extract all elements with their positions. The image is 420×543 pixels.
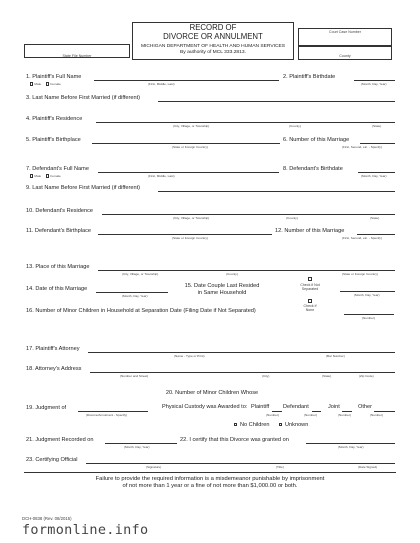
address-state-sub: (State) <box>322 374 332 378</box>
defendant-birthdate-field[interactable] <box>358 172 395 173</box>
address-street-sub: (Number and Street) <box>120 374 149 378</box>
none-checkbox[interactable] <box>308 299 312 303</box>
attorney-label: 17. Plaintiff's Attorney <box>26 346 80 352</box>
marriage-date-field[interactable] <box>96 292 168 293</box>
defendant-birthplace-sub: (State or Foreign Country) <box>172 236 208 240</box>
defendant-residence-state-sub: (State) <box>370 216 380 220</box>
defendant-sex: Male Female <box>30 174 61 178</box>
unknown-label: Unknown <box>285 422 309 428</box>
date-signed-sub: (Date Signed) <box>358 465 378 469</box>
department-name: MICHIGAN DEPARTMENT OF HEALTH AND HUMAN SERVICES <box>140 44 286 49</box>
defendant-birthplace-field[interactable] <box>98 234 272 235</box>
form-title <box>132 24 294 41</box>
judgment-recorded-sub: (Month, Day, Year) <box>124 445 150 449</box>
defendant-residence-label: 10. Defendant's Residence <box>26 208 93 214</box>
plaintiff-birthplace-sub: (State or Foreign Country) <box>172 145 208 149</box>
plaintiff-birthdate-sub: (Month, Day, Year) <box>361 82 387 86</box>
last-resided-sub: (Month, Day, Year) <box>354 293 380 297</box>
last-resided-field[interactable] <box>340 291 395 292</box>
footer-warning: Failure to provide the required information is a misdemeanor punishable by imprisonment of not more than 1 year or a fine of not more than $1,000.00 or both. <box>95 476 325 489</box>
defendant-name-label: 7. Defendant's Full Name <box>26 166 89 172</box>
custody-other-sub: (Number) <box>370 413 384 417</box>
watermark: formonline.info <box>22 522 149 538</box>
defendant-marriage-number-sub: (First, Second, etc. - Specify) <box>342 236 382 240</box>
not-separated-label: Check if Not Separated <box>300 283 320 291</box>
certify-date-sub: (Month, Day, Year) <box>338 445 364 449</box>
authority-text: By authority of MCL 333.2813. <box>180 50 246 55</box>
defendant-birthdate-label: 8. Defendant's Birthdate <box>283 166 343 172</box>
plaintiff-residence-field[interactable] <box>96 122 395 123</box>
form-code: DCH-0838 (Rev. 08/2015) <box>22 516 72 521</box>
judgment-sub: (Divorce/Annulment - Specify) <box>86 413 128 417</box>
last-resided-line1: 15. Date Couple Last Resided <box>184 283 260 289</box>
defendant-birthdate-sub: (Month, Day, Year) <box>361 174 387 178</box>
custody-plaintiff-field[interactable] <box>272 411 282 412</box>
defendant-female-checkbox[interactable] <box>46 174 49 177</box>
marriage-date-label: 14. Date of this Marriage <box>26 286 88 292</box>
plaintiff-marriage-number-field[interactable] <box>360 143 395 144</box>
plaintiff-residence-county-sub: (County) <box>289 124 301 128</box>
custody-defendant-field[interactable] <box>312 411 321 412</box>
custody-joint-sub: (Number) <box>338 413 352 417</box>
custody-defendant: Defendant <box>283 404 309 410</box>
judgment-recorded-label: 21. Judgment Recorded on <box>26 437 94 443</box>
plaintiff-marriage-number-label: 6. Number of this Marriage <box>283 137 350 143</box>
custody-plaintiff-sub: (Number) <box>266 413 280 417</box>
plaintiff-male-checkbox[interactable] <box>30 82 33 85</box>
minor-children-sub: (Number) <box>362 316 376 320</box>
plaintiff-birthplace-label: 5. Plaintiff's Birthplace <box>26 137 81 143</box>
signature-sub: (Signature) <box>146 465 162 469</box>
custody-label: 20. Number of Minor Children Whose <box>165 390 259 396</box>
marriage-place-field[interactable] <box>98 270 395 271</box>
attorney-address-label: 18. Attorney's Address <box>26 366 82 372</box>
form-title-line2: DIVORCE OR ANNULMENT <box>163 31 263 41</box>
custody-other-field[interactable] <box>374 411 395 412</box>
state-file-number-label: State File Number <box>62 54 92 58</box>
defendant-birthplace-label: 11. Defendant's Birthplace <box>26 228 92 234</box>
defendant-residence-county-sub: (County) <box>286 216 298 220</box>
judgment-recorded-field[interactable] <box>105 443 177 444</box>
custody-joint: Joint <box>328 404 340 410</box>
marriage-place-state-sub: (State or Foreign Country) <box>342 272 378 276</box>
defendant-maiden-label: 9. Last Name Before First Married (if different) <box>26 185 140 191</box>
no-children-checkbox[interactable] <box>234 423 237 426</box>
attorney-bar-sub: (Bar Number) <box>326 354 345 358</box>
not-separated-checkbox[interactable] <box>308 277 312 281</box>
title-sub: (Title) <box>276 465 284 469</box>
plaintiff-residence-state-sub: (State) <box>372 124 382 128</box>
marriage-place-city-sub: (City, Village, or Township) <box>122 272 159 276</box>
footer-rule <box>24 472 396 473</box>
custody-row: Physical Custody was Awarded to: Plaintiff <box>162 404 270 410</box>
minor-children-label: 16. Number of Minor Children in Household at Separation Date (Filing Date if Not Separated) <box>26 308 256 314</box>
plaintiff-name-label: 1. Plaintiff's Full Name <box>26 74 82 80</box>
defendant-residence-field[interactable] <box>102 214 395 215</box>
plaintiff-maiden-field[interactable] <box>158 101 395 102</box>
plaintiff-birthdate-label: 2. Plaintiff's Birthdate <box>283 74 336 80</box>
no-children-label: No Children <box>239 422 270 428</box>
marriage-place-county-sub: (County) <box>226 272 238 276</box>
certifying-official-label: 23. Certifying Official <box>26 457 78 463</box>
court-case-number-label: Court Case Number <box>329 30 361 34</box>
address-city-sub: (City) <box>262 374 270 378</box>
marriage-date-sub: (Month, Day, Year) <box>122 294 148 298</box>
defendant-maiden-field[interactable] <box>158 191 395 192</box>
defendant-name-sub: (First, Middle, Last) <box>148 174 175 178</box>
custody-options <box>234 422 308 428</box>
minor-children-field[interactable] <box>344 314 394 315</box>
judgment-label: 19. Judgment of <box>26 405 67 411</box>
plaintiff-birthdate-field[interactable] <box>354 80 395 81</box>
plaintiff-sex: Male Female <box>30 82 61 86</box>
custody-defendant-sub: (Number) <box>304 413 318 417</box>
certify-label: 22. I certify that this Divorce was granted on <box>180 437 289 443</box>
plaintiff-residence-city-sub: (City, Village, or Township) <box>173 124 210 128</box>
last-resided-line2: in Same Household <box>197 290 247 296</box>
last-resided-label <box>170 283 274 297</box>
none-label: Check if None <box>303 304 317 312</box>
defendant-residence-city-sub: (City, Village, or Township) <box>173 216 210 220</box>
county-label: County <box>339 54 351 58</box>
defendant-male-checkbox[interactable] <box>30 174 33 177</box>
plaintiff-birthplace-field[interactable] <box>92 143 280 144</box>
address-zip-sub: (Zip Code) <box>359 374 374 378</box>
plaintiff-female-checkbox[interactable] <box>46 82 49 85</box>
certify-date-field[interactable] <box>306 443 395 444</box>
attorney-name-sub: (Name - Type or Print) <box>174 354 205 358</box>
custody-plaintiff: Plaintiff <box>250 404 270 410</box>
custody-other: Other <box>358 404 372 410</box>
unknown-checkbox[interactable] <box>279 423 282 426</box>
plaintiff-name-sub: (First, Middle, Last) <box>148 82 175 86</box>
certifying-official-field[interactable] <box>86 463 395 464</box>
custody-joint-field[interactable] <box>342 411 352 412</box>
plaintiff-marriage-number-sub: (First, Second, etc. - Specify) <box>342 145 382 149</box>
plaintiff-residence-label: 4. Plaintiff's Residence <box>26 116 83 122</box>
defendant-marriage-number-label: 12. Number of this Marriage <box>275 228 345 234</box>
defendant-marriage-number-field[interactable] <box>357 234 395 235</box>
judgment-field[interactable] <box>78 411 148 412</box>
plaintiff-name-field[interactable] <box>94 80 279 81</box>
plaintiff-maiden-label: 3. Last Name Before First Married (if different) <box>26 95 140 101</box>
attorney-address-field[interactable] <box>90 372 395 373</box>
attorney-field[interactable] <box>88 352 395 353</box>
marriage-place-label: 13. Place of this Marriage <box>26 264 90 270</box>
form-title-line1: RECORD OF <box>189 23 237 32</box>
defendant-name-field[interactable] <box>98 172 279 173</box>
